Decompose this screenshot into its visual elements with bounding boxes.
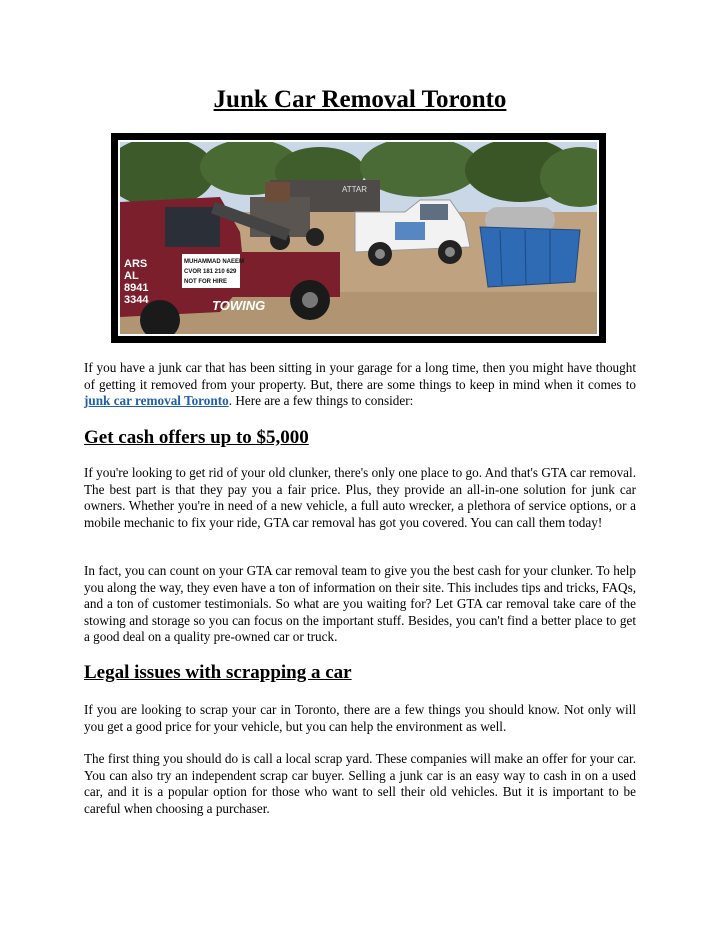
building-sign: ATTAR	[342, 185, 368, 194]
intro-text-before: If you have a junk car that has been sitting in your garage for a long time, then you might have thought of getting it removed from your property. But, there are some things to keep in mind when it comes to	[84, 360, 636, 392]
legal-issues-paragraph-1: If you are looking to scrap your car in Toronto, there are a few things you should know. Not only will you get a good price for your vehicle, but you can help the environment as well.	[84, 702, 636, 734]
towing-badge: TOWING	[212, 298, 266, 313]
blue-dumpster	[480, 227, 580, 287]
side-line-1: ARS	[124, 258, 148, 270]
door-line-1: MUHAMMAD NAEEM	[184, 259, 244, 265]
side-line-3: 8941	[124, 282, 149, 294]
tow-truck-illustration	[120, 142, 599, 336]
junk-car-removal-link[interactable]: junk car removal Toronto	[84, 393, 229, 409]
cash-offers-paragraph-1: If you're looking to get rid of your old clunker, there's only one place to go. And that's GTA car removal. The best part is that they pay you a fair price. Plus, they provide an all-in-one solution for junk car owners. Whether you're in need of a new vehicle, a full auto wrecker, a plethora of service options, or a mobile mechanic to fix your ride, GTA car removal has got you covered. You can call them today!	[84, 465, 636, 530]
legal-issues-paragraph-2: The first thing you should do is call a local scrap yard. These companies will make an offer for your car. You can also try an independent scrap car buyer. Selling a junk car is an easy way to cash in on a used car, and it is a popular option for those who want to sell their old vehicles. But it is important to be careful when choosing a purchaser.	[84, 751, 636, 816]
tow-truck-photo	[118, 140, 599, 336]
intro-paragraph	[84, 360, 636, 410]
cash-offers-paragraph-2: In fact, you can count on your GTA car removal team to give you the best cash for your clunker. To help you along the way, they even have a ton of information on their site. This includes tips and tricks, FAQs, and a ton of customer testimonials. So what are you waiting for? Let GTA car removal take care of the stowing and storage so you can focus on the important stuff. Besides, you can't find a better place to get a good deal on a quality pre-owned car or truck.	[84, 563, 636, 645]
section-heading-legal-issues: Legal issues with scrapping a car	[84, 662, 352, 683]
photo-frame	[111, 133, 606, 343]
page-title: Junk Car Removal Toronto	[213, 86, 507, 113]
door-line-3: NOT FOR HIRE	[184, 279, 227, 285]
door-line-2: CVOR 181 210 629	[184, 269, 237, 275]
side-line-4: 3344	[124, 294, 149, 306]
section-heading-cash-offers: Get cash offers up to $5,000	[84, 427, 309, 448]
side-line-2: AL	[124, 270, 139, 282]
intro-text-after: . Here are a few things to consider:	[228, 393, 414, 409]
